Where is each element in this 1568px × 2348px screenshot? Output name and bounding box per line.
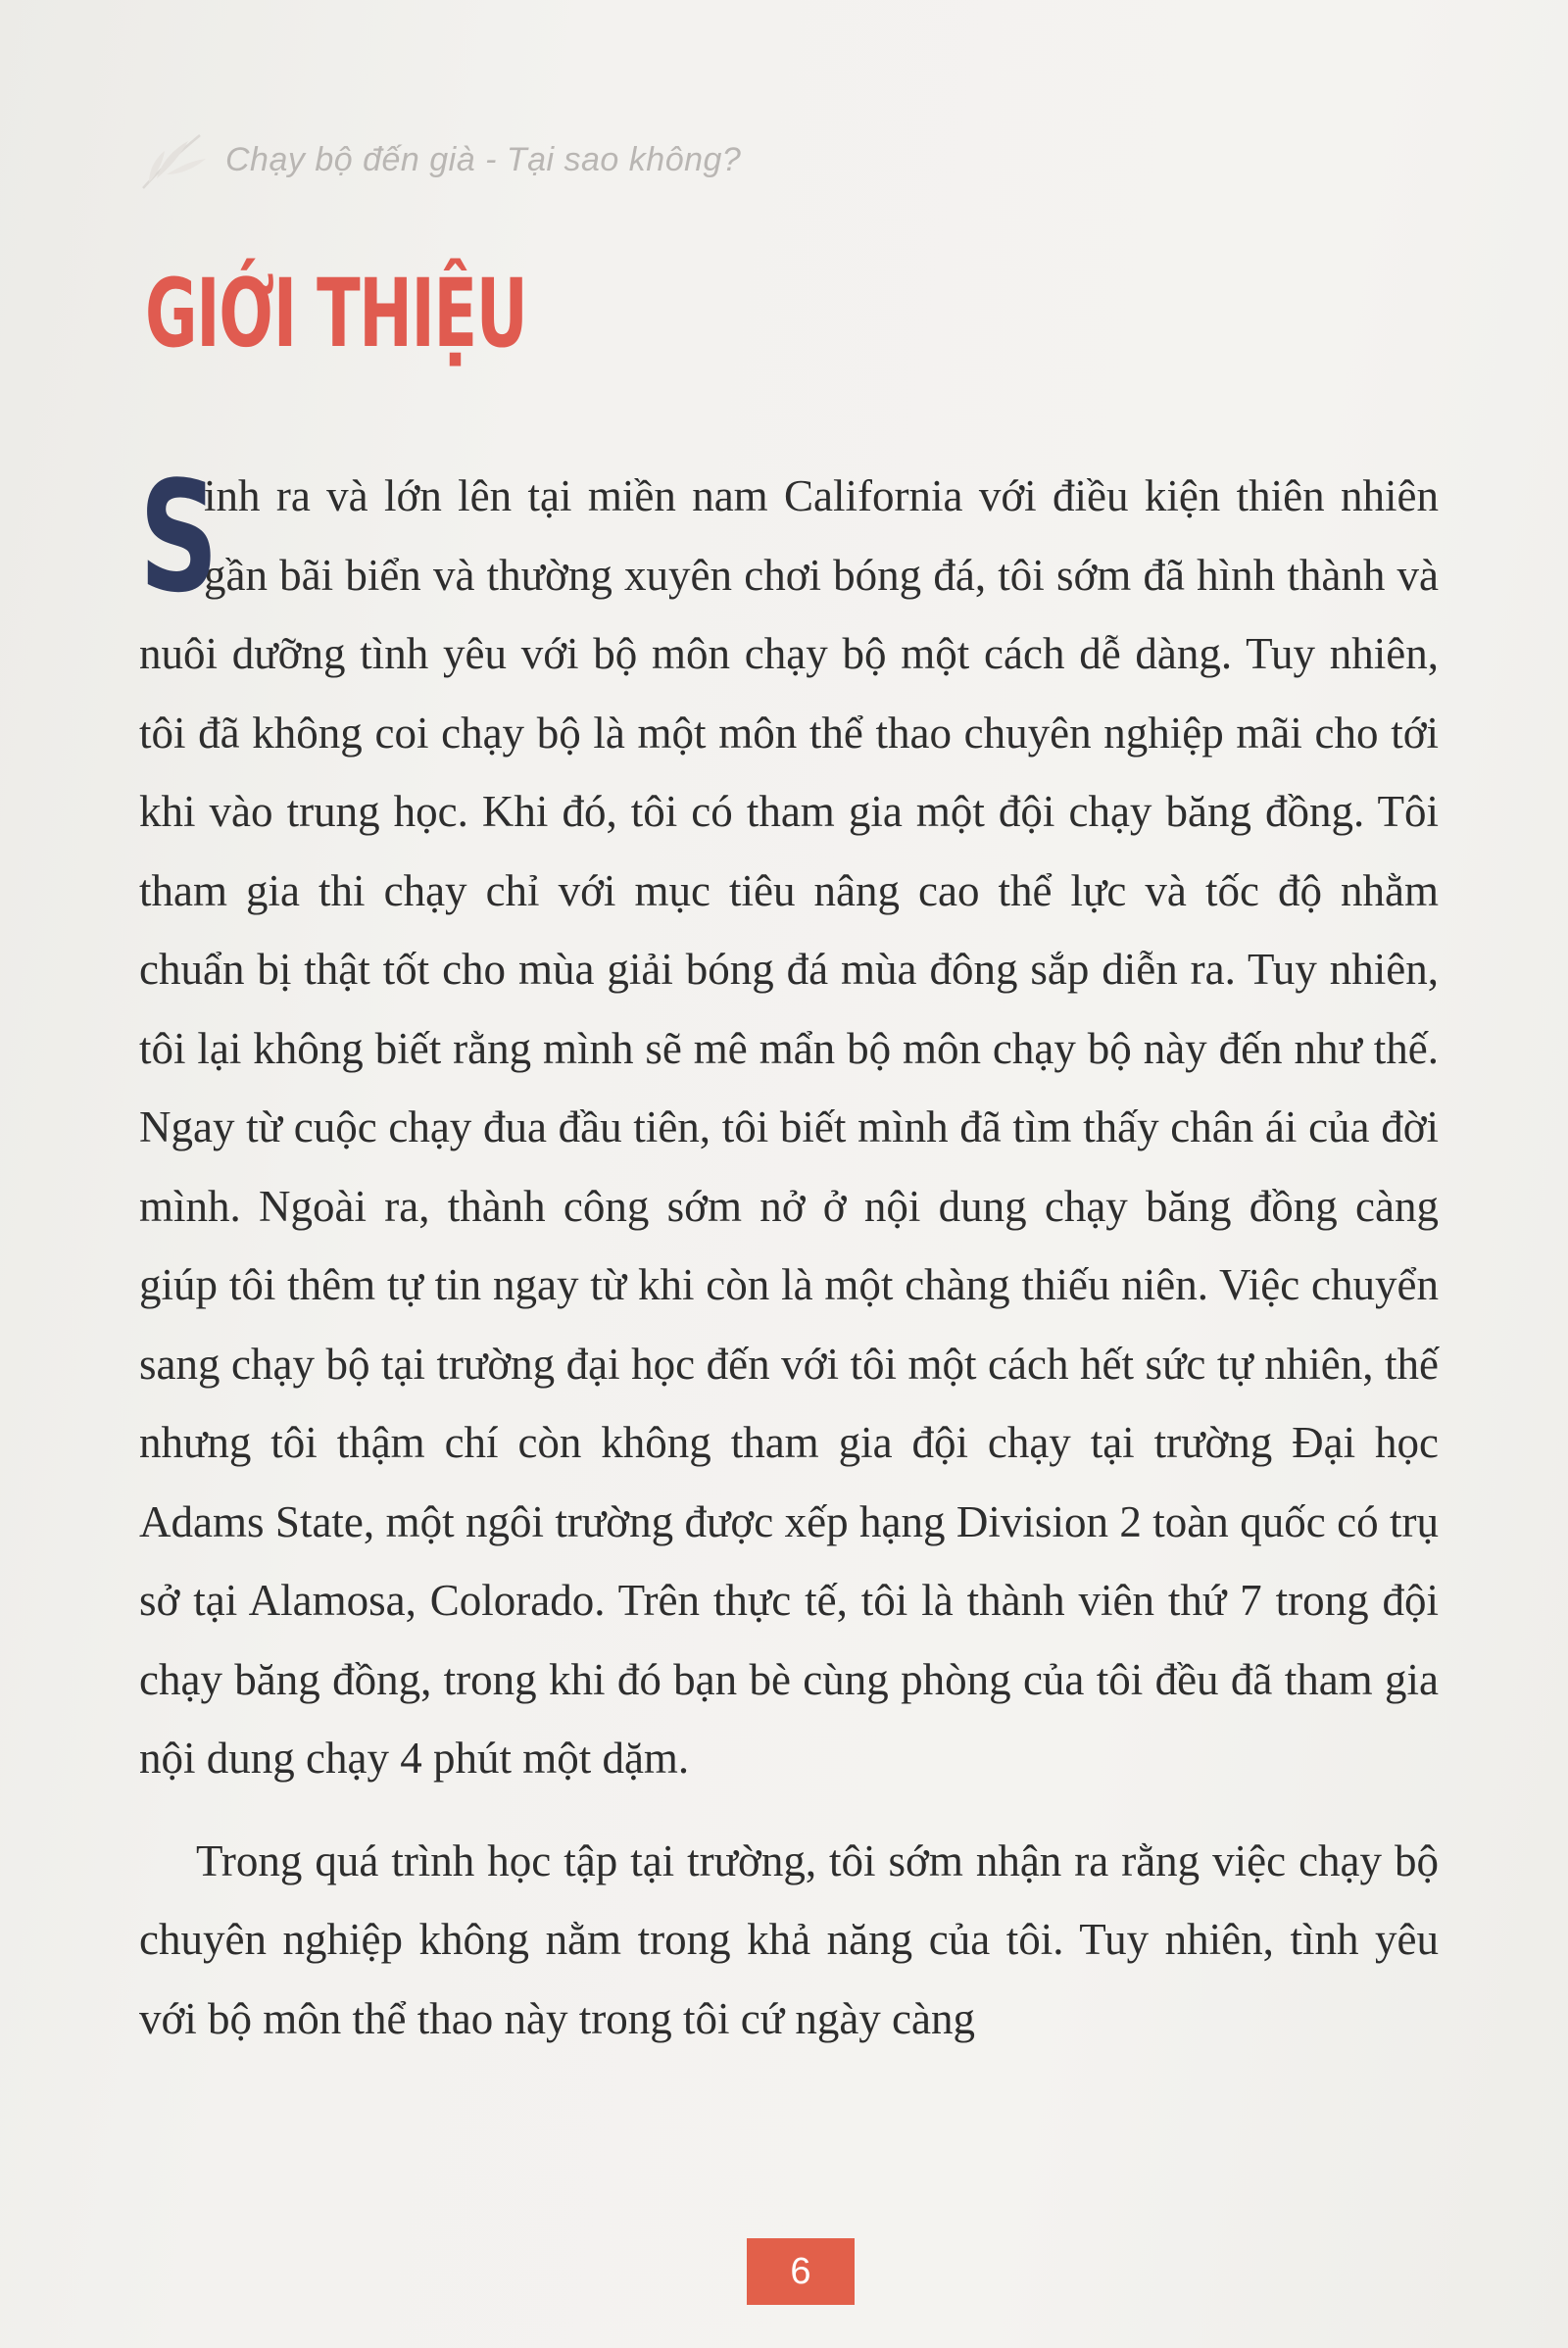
chapter-title: GIỚI THIỆU bbox=[145, 259, 527, 368]
paragraph-text: inh ra và lớn lên tại miền nam California với điều kiện thiên nhiên gần bãi biển và thường xuyên chơi bóng đá, tôi sớm đã hình thành và nuôi dưỡng tình yêu với bộ môn chạy bộ một cách dễ dàng. Tuy nhiên, tôi đã không coi chạy bộ là một môn thể thao chuyên nghiệp mãi cho tới khi vào trung học. Khi đó, tôi có tham gia một đội chạy băng đồng. Tôi tham gia thi chạy chỉ với mục tiêu nâng cao thể lực và tốc độ nhằm chuẩn bị thật tốt cho mùa giải bóng đá mùa đông sắp diễn ra. Tuy nhiên, tôi lại không biết rằng mình sẽ mê mẩn bộ môn chạy bộ này đến như thế. Ngay từ cuộc chạy đua đầu tiên, tôi biết mình đã tìm thấy chân ái của đời mình. Ngoài ra, thành công sớm nở ở nội dung chạy băng đồng càng giúp tôi thêm tự tin ngay từ khi còn là một chàng thiếu niên. Việc chuyển sang chạy bộ tại trường đại học đến với tôi một cách hết sức tự nhiên, thế nhưng tôi thậm chí còn không tham gia đội chạy tại trường Đại học Adams State, một ngôi trường được xếp hạng Division 2 toàn quốc có trụ sở tại Alamosa, Colorado. Trên thực tế, tôi là thành viên thứ 7 trong đội chạy băng đồng, trong khi đó bạn bè cùng phòng của tôi đều đã tham gia nội dung chạy 4 phút một dặm. bbox=[139, 471, 1439, 1783]
paragraph: Trong quá trình học tập tại trường, tôi sớm nhận ra rằng việc chạy bộ chuyên nghiệp không nằm trong khả năng của tôi. Tuy nhiên, tình yêu với bộ môn thể thao này trong tôi cứ ngày càng bbox=[139, 1835, 1439, 2043]
drop-cap: S bbox=[139, 448, 219, 626]
page-number: 6 bbox=[747, 2238, 855, 2305]
paragraph bbox=[139, 448, 1439, 1798]
feather-ornament-icon bbox=[137, 125, 216, 194]
running-header bbox=[137, 125, 741, 194]
running-header-title: Chạy bộ đến già - Tại sao không? bbox=[225, 140, 742, 178]
body-text bbox=[139, 448, 1439, 2058]
